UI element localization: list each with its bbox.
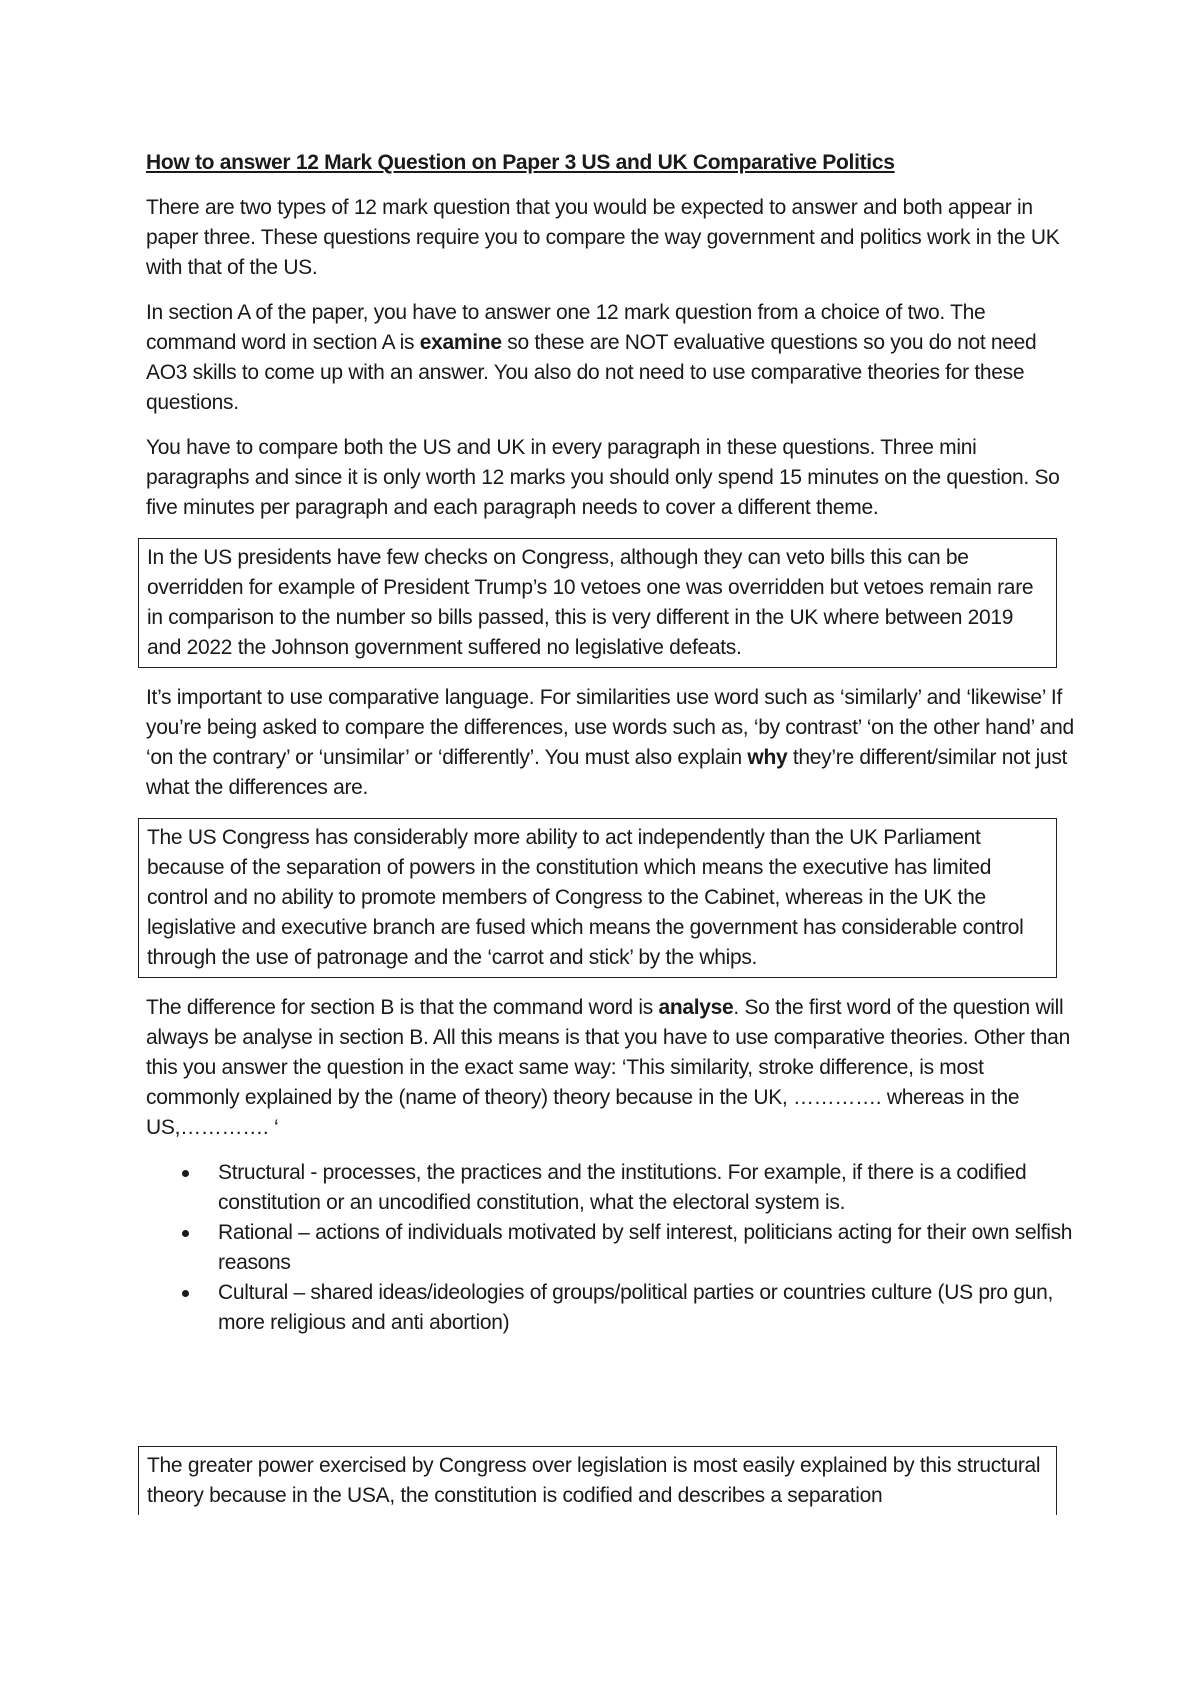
example-box-congress: The US Congress has considerably more ability to act independently than the UK Parliament because of the separation of powers in the constitution which means the executive has limited control and no ability to promote members of Congress to the Cabinet, whereas in the UK the legislative and executive branch are fused which means the government has considerable control through the use of patronage and the ‘carrot and stick’ by the whips. <box>138 818 1057 978</box>
comparative-language-before: It’s important to use comparative language. For similarities use word such as ‘similarly’ and ‘likewise’ If you’re being asked to compare the differences, use words such as, ‘by contrast’ ‘on the other hand’ and ‘on the contrary’ or ‘unsimilar’ or ‘differently’. You must also explain <box>146 686 1074 769</box>
intro-paragraph: There are two types of 12 mark question that you would be expected to answer and both appear in paper three. These questions require you to compare the way government and politics work in the UK with that of the US. <box>146 196 1060 279</box>
bullet-icon <box>182 1170 189 1177</box>
section-b-text-after: . So the first word of the question will always be analyse in section B. All this means is that you have to use comparative theories. Other than this you answer the question in the exact same way: ‘This similarity, stroke difference, is most commonly explained by the (name of theory) theory because in the UK, …………. whereas in the US,…………. ‘ <box>146 996 1070 1139</box>
list-item <box>218 1218 1074 1278</box>
theory-structural: Structural - processes, the practices and the institutions. For example, if there is a codified constitution or an uncodified constitution, what the electoral system is. <box>218 1161 1027 1214</box>
list-item <box>218 1158 1074 1218</box>
section-b-paragraph <box>146 993 1074 1143</box>
document-body <box>146 148 1074 1530</box>
bullet-icon <box>182 1230 189 1237</box>
comparative-language-after: they’re different/similar not just what the differences are. <box>146 746 1068 799</box>
section-b-keyword: analyse <box>658 996 734 1019</box>
example-box-veto: In the US presidents have few checks on Congress, although they can veto bills this can be overridden for example of President Trump’s 10 vetoes one was overridden but vetoes remain rare in comparison to the number so bills passed, this is very different in the UK where between 2019 and 2022 the Johnson government suffered no legislative defeats. <box>138 538 1057 668</box>
section-a-text-after: so these are NOT evaluative questions so you do not need AO3 skills to come up with an answer. You also do not need to use comparative theories for these questions. <box>146 331 1037 414</box>
blank-space <box>146 1338 1074 1434</box>
theories-list <box>146 1158 1074 1338</box>
page-title: How to answer 12 Mark Question on Paper 3 US and UK Comparative Politics <box>146 151 895 174</box>
section-b-text-before: The difference for section B is that the command word is <box>146 996 659 1019</box>
section-a-text-before: In section A of the paper, you have to answer one 12 mark question from a choice of two. The command word in section A is <box>146 301 986 354</box>
paragraph-advice: You have to compare both the US and UK in every paragraph in these questions. Three mini paragraphs and since it is only worth 12 marks you should only spend 15 minutes on the question. So five minutes per paragraph and each paragraph needs to cover a different theme. <box>146 436 1060 519</box>
section-a-keyword: examine <box>419 331 502 354</box>
example-box-structural: The greater power exercised by Congress over legislation is most easily explained by this structural theory because in the USA, the constitution is codified and describes a separation <box>138 1446 1057 1515</box>
section-a-paragraph <box>146 298 1074 418</box>
comparative-language-paragraph <box>146 683 1074 803</box>
bullet-icon <box>182 1290 189 1297</box>
theory-rational: Rational – actions of individuals motivated by self interest, politicians acting for their own selfish reasons <box>218 1221 1073 1274</box>
comparative-language-keyword: why <box>747 746 788 769</box>
theory-cultural: Cultural – shared ideas/ideologies of groups/political parties or countries culture (US pro gun, more religious and anti abortion) <box>218 1281 1054 1334</box>
list-item <box>218 1278 1074 1338</box>
